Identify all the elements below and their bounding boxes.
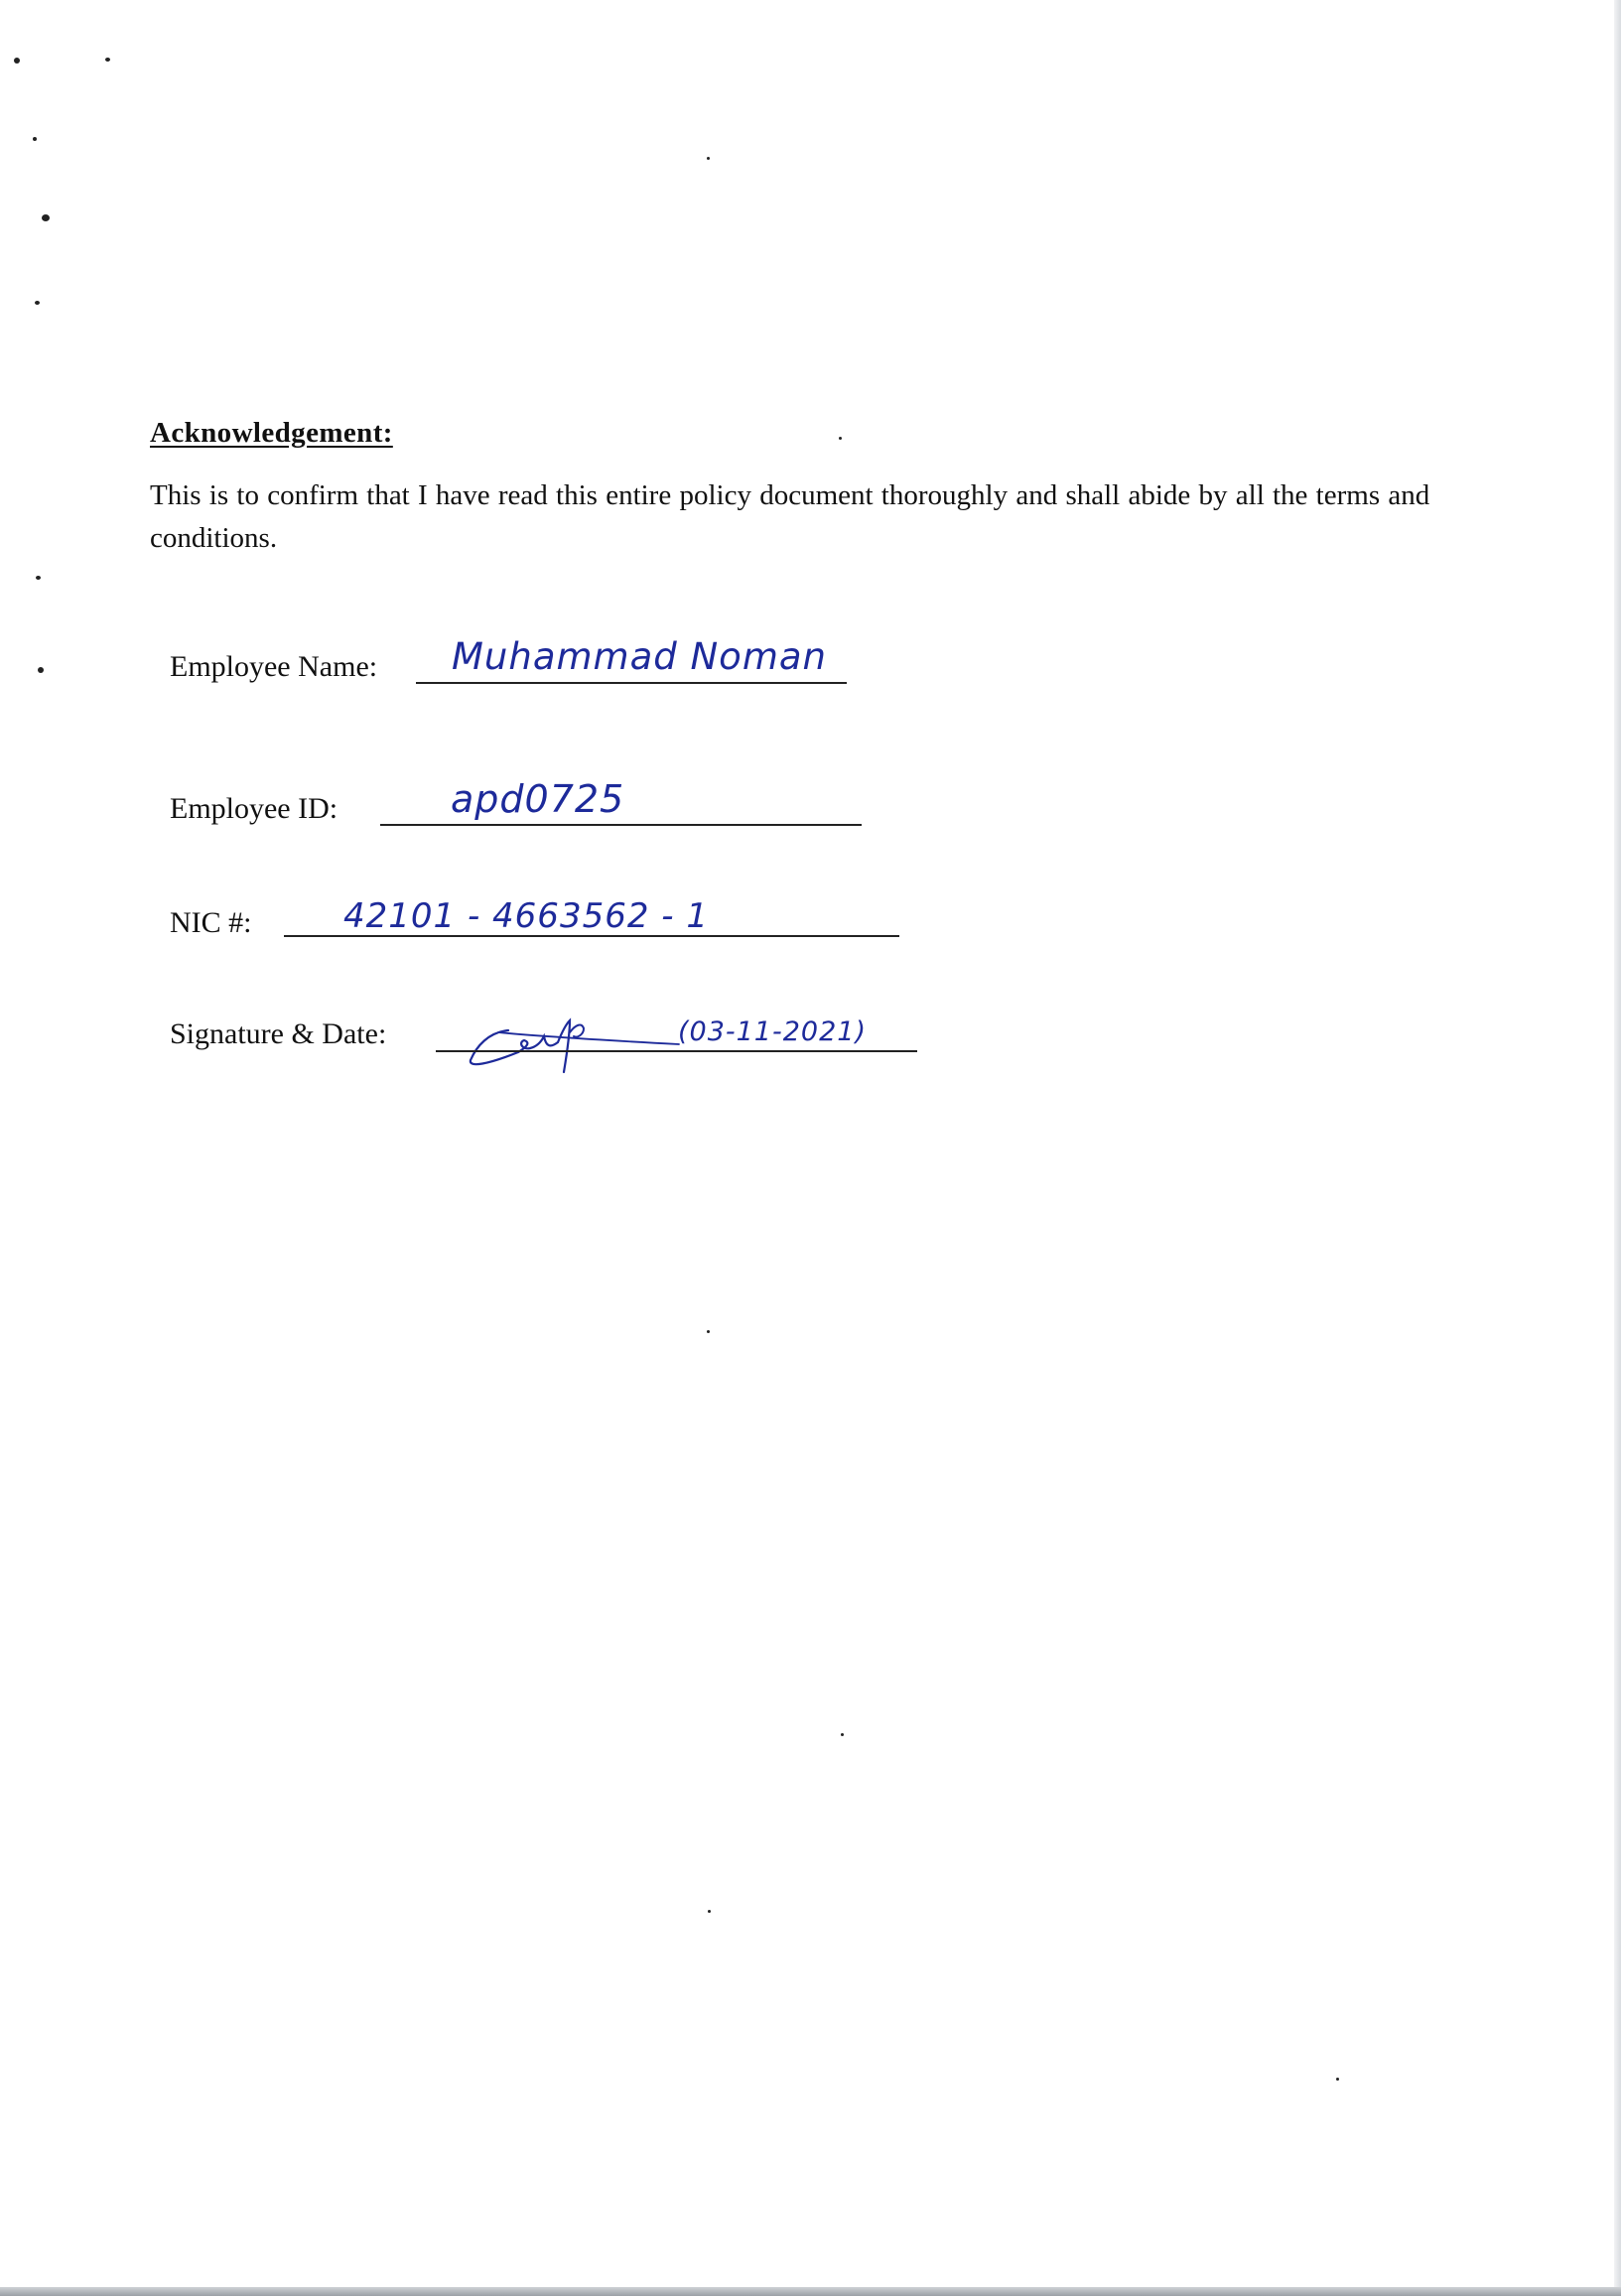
scan-speck bbox=[35, 301, 40, 305]
scan-speck bbox=[14, 58, 20, 64]
scan-speck bbox=[839, 437, 842, 440]
acknowledgement-text: This is to confirm that I have read this entire policy document thoroughly and shall abide by all the terms and conditions. bbox=[150, 479, 1430, 554]
scan-speck bbox=[707, 1330, 710, 1333]
scan-speck bbox=[38, 667, 44, 673]
signature-date-value: (03-11-2021) bbox=[678, 1016, 867, 1047]
scan-speck bbox=[708, 1910, 711, 1913]
scan-speck bbox=[33, 137, 37, 141]
nic-line bbox=[284, 935, 899, 937]
scan-speck bbox=[36, 576, 41, 580]
nic-label: NIC #: bbox=[170, 906, 252, 939]
scan-speck bbox=[105, 58, 110, 62]
employee-id-line bbox=[380, 824, 862, 826]
handwritten-signature bbox=[459, 1003, 682, 1082]
scan-speck bbox=[841, 1733, 844, 1736]
acknowledgement-heading: Acknowledgement: bbox=[150, 417, 393, 449]
nic-value: 42101 - 4663562 - 1 bbox=[343, 896, 709, 936]
scan-speck bbox=[707, 157, 710, 160]
scan-speck bbox=[42, 214, 50, 221]
scan-bottom-edge bbox=[0, 2287, 1621, 2296]
employee-id-value: apd0725 bbox=[451, 777, 625, 821]
employee-name-line bbox=[416, 682, 847, 684]
signature-date-line bbox=[436, 1050, 917, 1052]
scan-speck bbox=[1336, 2078, 1339, 2081]
scan-right-edge bbox=[1614, 0, 1621, 2296]
signature-date-label: Signature & Date: bbox=[170, 1017, 387, 1050]
employee-id-label: Employee ID: bbox=[170, 792, 338, 825]
employee-name-value: Muhammad Noman bbox=[452, 635, 827, 678]
employee-name-label: Employee Name: bbox=[170, 650, 378, 683]
